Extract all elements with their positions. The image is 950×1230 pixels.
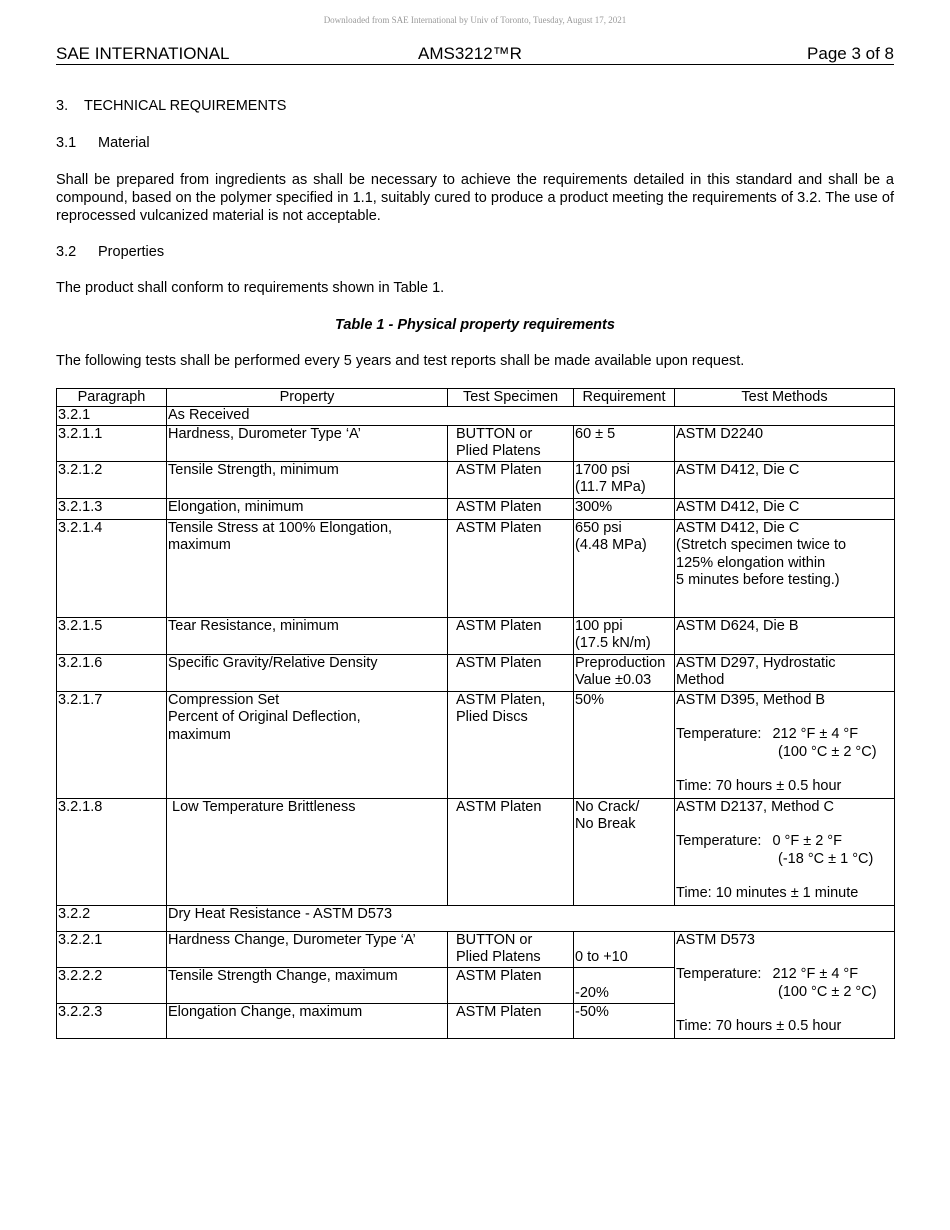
table-row — [57, 931, 895, 967]
section-3-heading — [56, 97, 894, 115]
method-line: ASTM D395, Method B — [676, 691, 826, 708]
table-row — [57, 498, 895, 519]
table-row — [57, 425, 895, 461]
time-line: Time: 70 hours ± 0.5 hour — [676, 1018, 842, 1034]
cell-paragraph: 3.2.1.5 — [57, 617, 167, 654]
cell-requirement — [574, 654, 675, 691]
test-frequency-note: The following tests shall be performed every 5 years and test reports shall be made available upon request. — [56, 353, 745, 369]
method-line: ASTM D412, Die C — [676, 519, 800, 536]
cell-paragraph: 3.2.1.4 — [57, 519, 167, 617]
cell-paragraph: 3.2.1.8 — [57, 798, 167, 905]
header-test-methods: Test Methods — [675, 389, 895, 407]
header-property: Property — [167, 389, 448, 407]
cell-requirement — [574, 967, 675, 1003]
header-requirement: Requirement — [574, 389, 675, 407]
cell-property: Tensile Strength Change, maximum — [167, 967, 448, 1003]
requirement-line: 100 ppi — [575, 617, 623, 634]
table-row — [57, 905, 895, 931]
temperature-line — [676, 726, 893, 744]
cell-paragraph: 3.2.2.3 — [57, 1003, 167, 1038]
cell-property: Low Temperature Brittleness — [167, 798, 448, 905]
properties-paragraph: The product shall conform to requirements shown in Table 1. — [56, 280, 445, 296]
requirement-line: No Break — [575, 816, 636, 832]
header-test-specimen: Test Specimen — [448, 389, 574, 407]
cell-property: Tear Resistance, minimum — [167, 617, 448, 654]
section-3-1-heading — [56, 134, 894, 152]
cell-paragraph: 3.2.1.7 — [57, 691, 167, 798]
temperature-line — [676, 966, 893, 984]
spacer — [676, 1001, 893, 1018]
header-doc-number: AMS3212™R — [418, 44, 522, 63]
table-row — [57, 519, 895, 617]
specimen-line: Plied Platens — [456, 949, 541, 965]
property-line: Compression Set — [168, 691, 280, 708]
cell-method: ASTM D624, Die B — [675, 617, 895, 654]
cell-paragraph: 3.2.1.2 — [57, 461, 167, 498]
temperature-metric: (100 °C ± 2 °C) — [778, 743, 877, 760]
cell-method — [675, 654, 895, 691]
temperature-line — [676, 833, 893, 851]
temperature-label: Temperature: — [676, 966, 762, 982]
temperature-metric: (100 °C ± 2 °C) — [778, 983, 877, 1000]
page-header — [56, 44, 894, 65]
specimen-line: ASTM Platen, — [456, 691, 546, 708]
cell-paragraph: 3.2.2.2 — [57, 967, 167, 1003]
requirement-line: No Crack/ — [575, 798, 640, 815]
cell-method — [675, 519, 895, 617]
cell-specimen — [448, 691, 574, 798]
cell-property: Hardness Change, Durometer Type ‘A’ — [167, 931, 448, 967]
cell-specimen — [448, 931, 574, 967]
time-line: Time: 10 minutes ± 1 minute — [676, 885, 859, 901]
section-3-2-heading — [56, 243, 894, 261]
cell-specimen: ASTM Platen — [448, 654, 574, 691]
requirement-line: 650 psi — [575, 519, 622, 536]
specimen-line: BUTTON or — [456, 425, 533, 442]
property-line: Tensile Stress at 100% Elongation, — [168, 519, 393, 536]
physical-property-table — [56, 388, 895, 1039]
property-line: maximum — [168, 537, 231, 553]
requirement-line: (17.5 kN/m) — [575, 635, 651, 651]
table-caption: Table 1 - Physical property requirements — [335, 317, 615, 333]
material-paragraph: Shall be prepared from ingredients as shall be necessary to achieve the requirements detailed in this standard and shall be a compound, based on the polymer specified in 1.1, suitably cured to produce a product meeting the requirements of 3.2. The use of reprocessed vulcanized material is not acceptable. — [56, 172, 894, 224]
spacer — [676, 949, 893, 966]
cell-property: Elongation, minimum — [167, 498, 448, 519]
cell-requirement: 50% — [574, 691, 675, 798]
cell-requirement — [574, 798, 675, 905]
cell-requirement: 300% — [574, 498, 675, 519]
spacer — [676, 761, 893, 778]
cell-method: ASTM D2240 — [675, 425, 895, 461]
method-line: ASTM D2137, Method C — [676, 798, 834, 815]
section-number: 3.2 — [56, 244, 77, 260]
cell-paragraph: 3.2.1.1 — [57, 425, 167, 461]
header-page-number: Page 3 of 8 — [807, 44, 894, 63]
temperature-label: Temperature: — [676, 726, 762, 742]
temperature-value: 212 °F ± 4 °F — [772, 726, 859, 742]
spacer — [676, 868, 893, 885]
cell-property: Elongation Change, maximum — [167, 1003, 448, 1038]
header-paragraph: Paragraph — [57, 389, 167, 407]
cell-specimen: ASTM Platen — [448, 461, 574, 498]
cell-requirement — [574, 519, 675, 617]
specimen-line: Plied Discs — [456, 709, 528, 725]
cell-specimen: ASTM Platen — [448, 498, 574, 519]
cell-method: ASTM D412, Die C — [675, 461, 895, 498]
table-row — [57, 798, 895, 905]
cell-specimen — [448, 425, 574, 461]
group-label: Dry Heat Resistance - ASTM D573 — [167, 905, 895, 931]
table-row — [57, 617, 895, 654]
cell-specimen: ASTM Platen — [448, 1003, 574, 1038]
property-line: Percent of Original Deflection, — [168, 709, 361, 725]
cell-paragraph: 3.2.2.1 — [57, 931, 167, 967]
cell-method — [675, 931, 895, 1038]
requirement-line: Value ±0.03 — [575, 672, 652, 688]
temperature-label: Temperature: — [676, 833, 762, 849]
method-line: ASTM D573 — [676, 931, 755, 948]
cell-paragraph: 3.2.1.6 — [57, 654, 167, 691]
table-row — [57, 407, 895, 426]
cell-specimen: ASTM Platen — [448, 617, 574, 654]
method-line: ASTM D297, Hydrostatic — [676, 654, 836, 671]
download-watermark: Downloaded from SAE International by Univ of Toronto, Tuesday, August 17, 2021 — [323, 15, 627, 25]
cell-method — [675, 691, 895, 798]
method-line: 5 minutes before testing.) — [676, 572, 840, 588]
requirement-line: 1700 psi — [575, 461, 630, 478]
section-title: Material — [98, 135, 150, 151]
group-label: As Received — [167, 407, 895, 426]
table-header-row — [57, 389, 895, 407]
specimen-line: Plied Platens — [456, 443, 541, 459]
temperature-value: 212 °F ± 4 °F — [772, 966, 859, 982]
spacer — [676, 816, 893, 833]
cell-method — [675, 798, 895, 905]
method-line: 125% elongation within — [676, 554, 826, 571]
cell-property — [167, 519, 448, 617]
time-line: Time: 70 hours ± 0.5 hour — [676, 778, 842, 794]
cell-paragraph: 3.2.2 — [57, 905, 167, 931]
table-row — [57, 691, 895, 798]
cell-requirement: -50% — [574, 1003, 675, 1038]
section-number: 3.1 — [56, 135, 77, 151]
cell-requirement — [574, 461, 675, 498]
section-title: Properties — [98, 244, 165, 260]
method-line: Method — [676, 672, 725, 688]
section-number: 3. — [56, 98, 69, 114]
specimen-line: BUTTON or — [456, 931, 533, 948]
cell-specimen: ASTM Platen — [448, 967, 574, 1003]
property-line: maximum — [168, 726, 231, 743]
cell-property: Hardness, Durometer Type ‘A’ — [167, 425, 448, 461]
method-line: (Stretch specimen twice to — [676, 537, 847, 553]
cell-paragraph: 3.2.1 — [57, 407, 167, 426]
requirement-line: -20% — [575, 984, 609, 1001]
cell-property: Specific Gravity/Relative Density — [167, 654, 448, 691]
cell-property — [167, 691, 448, 798]
cell-requirement: 60 ± 5 — [574, 425, 675, 461]
temperature-value: 0 °F ± 2 °F — [772, 833, 842, 849]
spacer — [676, 709, 893, 726]
requirement-line: (11.7 MPa) — [575, 479, 646, 495]
cell-specimen: ASTM Platen — [448, 519, 574, 617]
requirement-line: 0 to +10 — [575, 948, 628, 965]
header-publisher: SAE INTERNATIONAL — [56, 44, 230, 63]
cell-method: ASTM D412, Die C — [675, 498, 895, 519]
temperature-metric: (-18 °C ± 1 °C) — [778, 850, 874, 867]
table-row — [57, 461, 895, 498]
cell-requirement — [574, 931, 675, 967]
requirement-line: (4.48 MPa) — [575, 537, 647, 553]
requirement-line: Preproduction — [575, 654, 666, 671]
table-row — [57, 654, 895, 691]
cell-property: Tensile Strength, minimum — [167, 461, 448, 498]
cell-specimen: ASTM Platen — [448, 798, 574, 905]
section-title: TECHNICAL REQUIREMENTS — [84, 98, 287, 114]
cell-paragraph: 3.2.1.3 — [57, 498, 167, 519]
cell-requirement — [574, 617, 675, 654]
